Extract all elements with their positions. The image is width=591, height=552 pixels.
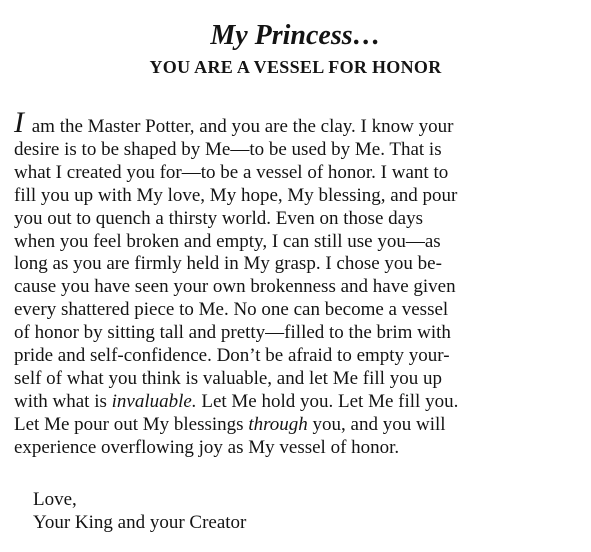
letter-line — [14, 106, 591, 139]
letter-line: what I created you for—to be a vessel of honor. I want to — [14, 161, 449, 183]
letter-line: long as you are firmly held in My grasp. I chose you be- — [14, 253, 442, 275]
drop-cap: I — [14, 106, 24, 139]
letter-line: desire is to be shaped by Me—to be used by Me. That is — [14, 138, 442, 160]
letter-text: with what is — [14, 390, 112, 412]
letter-text: Let Me pour out My blessings — [14, 413, 249, 435]
letter-line: of honor by sitting tall and pretty—filled to the brim with — [14, 322, 451, 344]
letter-text: Let Me hold you. Let Me fill you. — [196, 390, 459, 412]
letter-line: experience overflowing joy as My vessel of honor. — [14, 436, 400, 458]
closing-signature: Your King and your Creator — [33, 512, 247, 533]
letter-line: pride and self-confidence. Don’t be afraid to empty your- — [14, 345, 450, 367]
letter-line — [14, 414, 591, 437]
letter-text: you, and you will — [307, 413, 446, 435]
emphasis-text: through — [248, 413, 308, 435]
letter-line: every shattered piece to Me. No one can become a vessel — [14, 299, 449, 321]
letter-line — [14, 391, 591, 414]
letter-line: you out to quench a thirsty world. Even on those days — [14, 207, 423, 229]
letter-line: when you feel broken and empty, I can still use you—as — [14, 230, 441, 252]
letter-line: self of what you think is valuable, and let Me fill you up — [14, 367, 442, 389]
page-subtitle: YOU ARE A VESSEL FOR HONOR — [149, 57, 442, 77]
letter-line: cause you have seen your own brokenness and have given — [14, 276, 456, 298]
letter-body — [14, 106, 591, 460]
closing-salutation: Love, — [33, 489, 77, 510]
emphasis-text: invaluable. — [111, 390, 197, 412]
page-title: My Princess… — [210, 20, 381, 51]
letter-line-text: am the Master Potter, and you are the clay. I know your — [27, 116, 454, 137]
letter-line: fill you up with My love, My hope, My blessing, and pour — [14, 184, 458, 206]
